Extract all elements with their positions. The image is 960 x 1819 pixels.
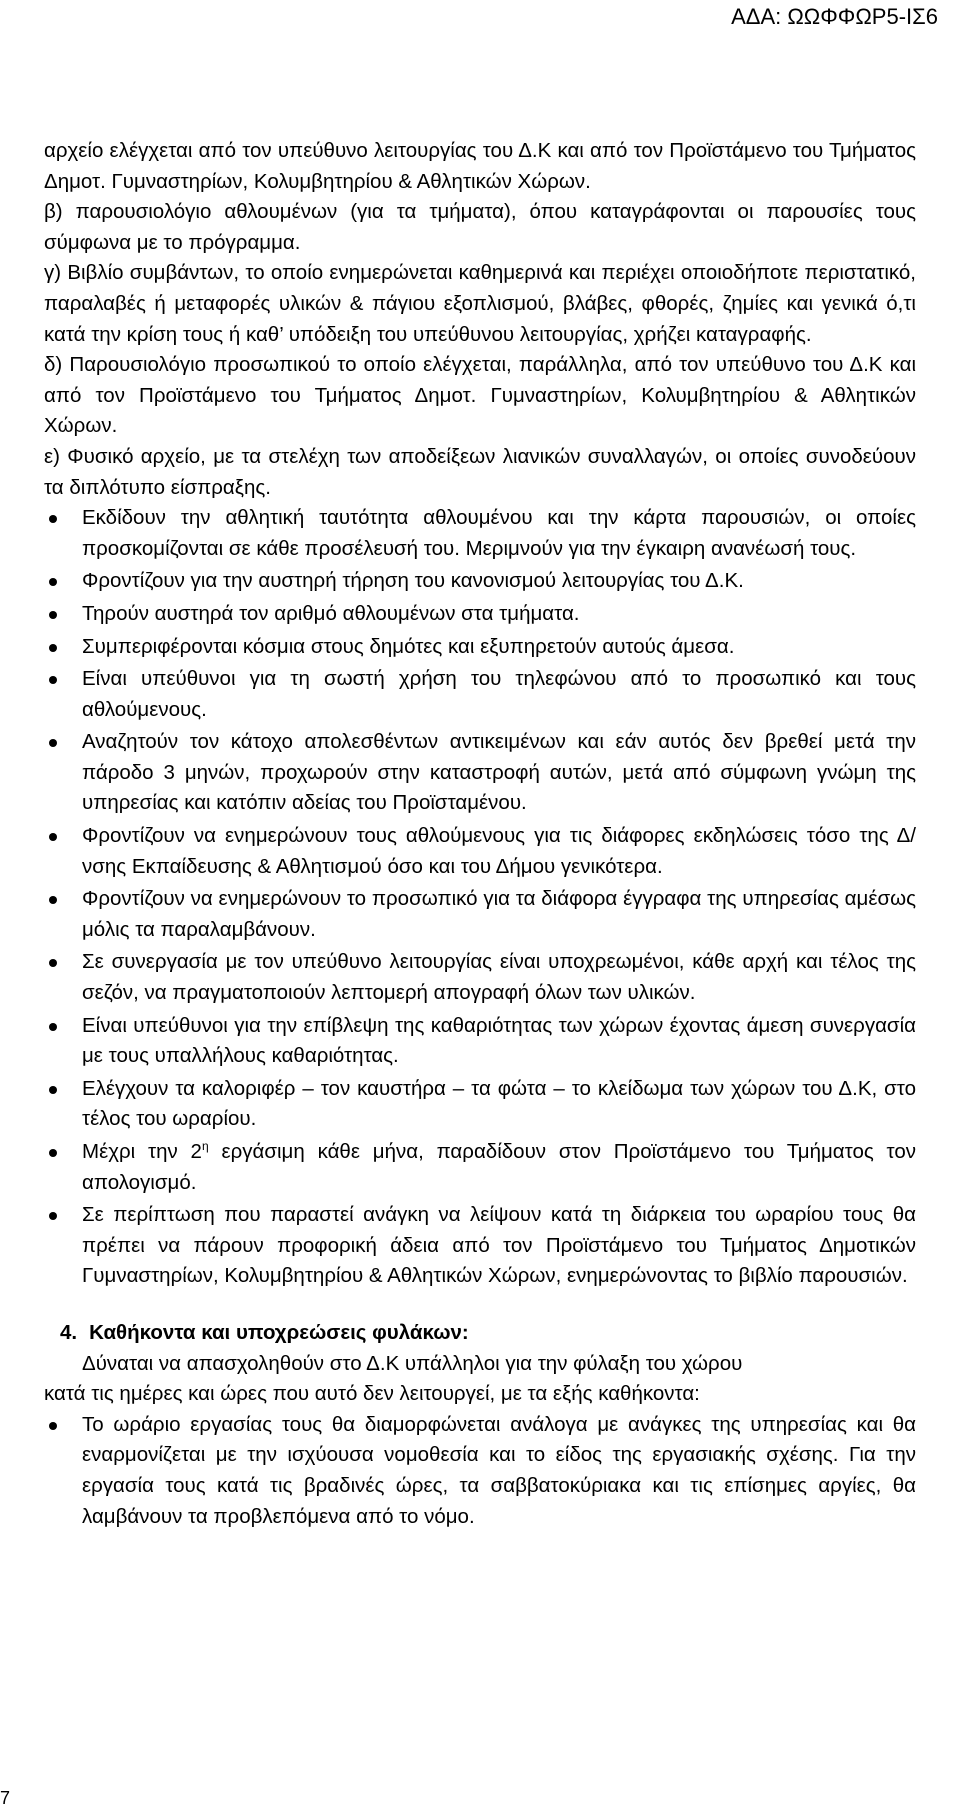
list-item: Σε περίπτωση που παραστεί ανάγκη να λείψουν κατά τη διάρκεια του ωραρίου τους θα πρέπει να πάρουν προφορική άδεια από τον Προϊστάμενο του Τμήματος Δημοτικών Γυμναστηρίων, Κολυμβητηρίου & Αθλητικών Χώρων, ενημερώνοντας το βιβλίο παρουσιών. xyxy=(44,1200,916,1292)
paragraph-d: δ) Παρουσιολόγιο προσωπικού το οποίο ελέγχεται, παράλληλα, από τον υπεύθυνο του Δ.Κ και από τον Προϊστάμενο του Τμήματος Δημοτ. Γυμναστηρίων, Κολυμβητηρίου & Αθλητικών Χώρων. xyxy=(44,353,916,438)
list-item: Είναι υπεύθυνοι για τη σωστή χρήση του τηλεφώνου από το προσωπικό και τους αθλούμενους. xyxy=(44,664,916,725)
list-item: Εκδίδουν την αθλητική ταυτότητα αθλουμένου και την κάρτα παρουσιών, οι οποίες προσκομίζονται σε κάθε προσέλευσή του. Μεριμνούν για την έγκαιρη ανανέωσή τους. xyxy=(44,503,916,564)
list-item: Συμπεριφέρονται κόσμια στους δημότες και εξυπηρετούν αυτούς άμεσα. xyxy=(44,632,916,663)
page-number: 7 xyxy=(0,1788,11,1808)
paragraph-b: β) παρουσιολόγιο αθλουμένων (για τα τμήματα), όπου καταγράφονται οι παρουσίες τους σύμφωνα με το πρόγραμμα. xyxy=(44,200,916,254)
list-item: Τηρούν αυστηρά τον αριθμό αθλουμένων στα τμήματα. xyxy=(44,599,916,630)
list-item: Φροντίζουν για την αυστηρή τήρηση του κανονισμού λειτουργίας του Δ.Κ. xyxy=(44,566,916,597)
bullet-icon xyxy=(49,676,57,684)
document-id: ΑΔΑ: ΩΩΦΦΩΡ5-ΙΣ6 xyxy=(731,4,938,29)
paragraph-e: ε) Φυσικό αρχείο, με τα στελέχη των αποδείξεων λιανικών συναλλαγών, οι οποίες συνοδεύουν τα διπλότυπο είσπραξης. xyxy=(44,444,916,499)
section-heading: 4. Καθήκοντα και υποχρεώσεις φυλάκων: xyxy=(60,1320,469,1344)
bullet-icon xyxy=(49,959,57,967)
bullet-icon xyxy=(49,1023,57,1031)
list-item: Φροντίζουν να ενημερώνουν το προσωπικό για τα διάφορα έγγραφα της υπηρεσίας αμέσως μόλις τα παραλαμβάνουν. xyxy=(44,884,916,945)
paragraph-c: γ) Βιβλίο συμβάντων, το οποίο ενημερώνεται καθημερινά και περιέχει οποιοδήποτε περιστατικό, παραλαβές ή μεταφορές υλικών & πάγιου εξοπλισμού, βλάβες, φθορές, ζημίες και γενικά ό,τι κατά την κρίση τους ή καθ’ υπόδειξη του υπεύθυνου λειτουργίας, χρήζει καταγραφής. xyxy=(44,261,916,346)
bullet-icon xyxy=(49,739,57,747)
list-item: Είναι υπεύθυνοι για την επίβλεψη της καθαριότητας των χώρων έχοντας άμεση συνεργασία με τους υπαλλήλους καθαριότητας. xyxy=(44,1011,916,1072)
bullet-icon xyxy=(49,1086,57,1094)
list-item: Σε συνεργασία με τον υπεύθυνο λειτουργίας είναι υποχρεωμένοι, κάθε αρχή και τέλος της σεζόν, να πραγματοποιούν λεπτομερή απογραφή όλων των υλικών. xyxy=(44,947,916,1008)
list-item: Ελέγχουν τα καλοριφέρ – τον καυστήρα – τα φώτα – το κλείδωμα των χώρων του Δ.Κ, στο τέλος του ωραρίου. xyxy=(44,1074,916,1135)
list-item: Φροντίζουν να ενημερώνουν τους αθλούμενους για τις διάφορες εκδηλώσεις τόσο της Δ/νσης Εκπαίδευσης & Αθλητισμού όσο και του Δήμου γενικότερα. xyxy=(44,821,916,882)
bullet-icon xyxy=(49,1212,57,1220)
section-intro-rest: κατά τις ημέρες και ώρες που αυτό δεν λειτουργεί, με τα εξής καθήκοντα: xyxy=(44,1382,700,1406)
list-item: Μέχρι την $2^\eta$ εργάσιμη κάθε μήνα, παραδίδουν στον Προϊστάμενο του Τμήματος τον απολογισμό. xyxy=(44,1137,916,1198)
bullet-icon xyxy=(49,515,57,523)
bullet-icon xyxy=(49,833,57,841)
document-body xyxy=(44,136,916,1534)
bullet-icon xyxy=(49,1422,57,1430)
paragraph-continuation: αρχείο ελέγχεται από τον υπεύθυνο λειτουργίας του Δ.Κ και από τον Προϊστάμενο του Τμήματος Δημοτ. Γυμναστηρίων, Κολυμβητηρίου & Αθλητικών Χώρων. xyxy=(44,139,916,193)
list-item: Το ωράριο εργασίας τους θα διαμορφώνεται ανάλογα με ανάγκες της υπηρεσίας και θα εναρμονίζεται με την ισχύουσα νομοθεσία και το είδος της εργασιακής σχέσης. Για την εργασία τους κατά τις βραδινές ώρες, τα σαββατοκύριακα και τις επίσημες αργίες, θα λαμβάνουν τα προβλεπόμενα από το νόμο. xyxy=(44,1410,916,1532)
section-intro-first-line: Δύναται να απασχοληθούν στο Δ.Κ υπάλληλοι για την φύλαξη του χώρου xyxy=(82,1351,743,1375)
list-item: Αναζητούν τον κάτοχο απολεσθέντων αντικειμένων και εάν αυτός δεν βρεθεί μετά την πάροδο 3 μηνών, προχωρούν στην καταστροφή αυτών, μετά από σύμφωνη γνώμη της υπηρεσίας και κατόπιν αδείας του Προϊσταμένου. xyxy=(44,727,916,819)
bullet-icon xyxy=(49,644,57,652)
bullet-icon xyxy=(49,578,57,586)
bullet-icon xyxy=(49,1149,57,1157)
bullet-icon xyxy=(49,611,57,619)
bullet-icon xyxy=(49,896,57,904)
